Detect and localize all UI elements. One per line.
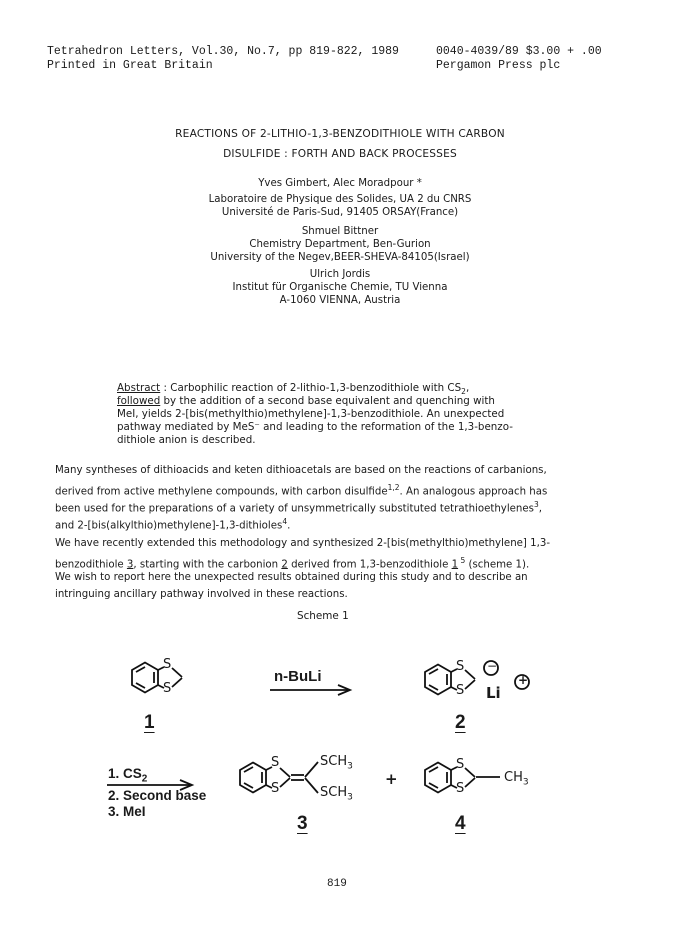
ch3-sub: 3: [522, 777, 529, 788]
journal-citation: Tetrahedron Letters, Vol.30, No.7, pp 819-822, 1989: [47, 45, 399, 58]
compound-number-2: 2: [455, 712, 466, 733]
scheme-label: Scheme 1: [297, 610, 349, 622]
compound-ref-1: 1: [451, 559, 459, 571]
atom-s: S: [456, 683, 465, 698]
sch3-top-sub: 3: [347, 761, 353, 772]
author-3: Ulrich Jordis: [309, 269, 371, 280]
abstract-line-3: MeI, yields 2-[bis(methylthio)methylene]-1,3-benzodithiole. An unexpected: [117, 408, 505, 420]
affiliation-1-line-1: Laboratoire de Physique des Solides, UA 2 du CNRS: [208, 194, 472, 205]
atom-s: S: [271, 755, 280, 770]
p2-l2-b: , starting with the carbonion: [133, 559, 282, 571]
ref-4: 4: [282, 517, 288, 526]
atom-s: S: [456, 757, 465, 772]
compound-number-3: 3: [297, 813, 308, 834]
sch3-top: [320, 754, 353, 772]
step-3: 3. MeI: [108, 804, 146, 819]
compound-ref-2: 2: [281, 559, 288, 571]
abstract-line-5: dithiole anion is described.: [117, 434, 256, 446]
step-1-text: 1. CS: [108, 766, 142, 781]
step-1-sub: 2: [141, 773, 148, 785]
abstract-line-2: [117, 395, 495, 408]
plus-charge: +: [518, 673, 529, 687]
ref-3: 3: [533, 500, 539, 509]
body-p1-line-1: Many syntheses of dithioacids and keten dithioacetals are based on the reactions of carbanions,: [55, 465, 547, 476]
printed-in: Printed in Great Britain: [47, 59, 213, 72]
p1-l2-text: derived from active methylene compounds, with carbon disulfide: [55, 486, 388, 498]
atom-li: Li: [486, 684, 501, 702]
compound-number-4: 4: [455, 813, 466, 834]
affiliation-3-line-2: A-1060 VIENNA, Austria: [279, 295, 401, 306]
ref-1-2: 1,2: [387, 483, 400, 492]
author-2: Shmuel Bittner: [301, 226, 379, 237]
abstract-line-4: pathway mediated by MeS⁻ and leading to the reformation of the 1,3-benzo-: [117, 421, 513, 433]
p2-l2-a: benzodithiole: [55, 559, 127, 571]
reagent-nbuli: n-BuLi: [274, 668, 322, 685]
body-p1-line-4: [55, 513, 290, 535]
body-p2-line-4: intringuing ancillary pathway involved in these reactions.: [55, 589, 348, 600]
atom-s: S: [456, 781, 465, 796]
reaction-scheme: [0, 640, 680, 860]
author-1: Yves Gimbert, Alec Moradpour *: [258, 178, 422, 189]
abstract-text-2: by the addition of a second base equivalent and quenching with: [160, 395, 495, 407]
compound-number-1: 1: [144, 712, 155, 733]
title-line-1: REACTIONS OF 2-LITHIO-1,3-BENZODITHIOLE WITH CARBON: [175, 128, 505, 140]
atom-s: S: [163, 681, 172, 696]
body-p2-line-1: We have recently extended this methodology and synthesized 2-[bis(methylthio)methylene] 1,3-: [55, 538, 551, 549]
ch3-group: [504, 770, 529, 788]
compound-2-structure: [425, 661, 529, 695]
p1-l3-end: ,: [538, 503, 542, 515]
step-1: [108, 766, 147, 785]
compound-1-structure: [132, 663, 182, 693]
plus-sign: +: [385, 770, 398, 788]
p1-l3-text: been used for the preparations of a variety of unsymmetrically substituted tetrathioethylenes: [55, 503, 534, 515]
page-number: 819: [327, 878, 347, 890]
atom-s: S: [271, 781, 280, 796]
sch3-bottom-text: SCH: [320, 785, 348, 800]
p2-l2-c: derived from 1,3-benzodithiole: [287, 559, 452, 571]
sch3-bottom-sub: 3: [347, 792, 353, 803]
p1-l2-end: . An analogous approach has: [399, 486, 548, 498]
affiliation-1-line-2: Université de Paris-Sud, 91405 ORSAY(France): [221, 207, 459, 218]
abstract-followed: followed: [117, 395, 161, 407]
ch3-text: CH: [504, 770, 523, 785]
abstract-sub: 2: [461, 387, 466, 397]
abstract-label: Abstract: [117, 382, 161, 394]
issn-price: 0040-4039/89 $3.00 + .00: [436, 45, 602, 58]
affiliation-2-line-1: Chemistry Department, Ben-Gurion: [249, 239, 431, 250]
affiliation-3-line-1: Institut für Organische Chemie, TU Vienna: [232, 282, 448, 293]
title-line-2: DISULFIDE : FORTH AND BACK PROCESSES: [223, 148, 457, 160]
p1-l4-text: and 2-[bis(alkylthio)methylene]-1,3-dithioles: [55, 520, 283, 532]
atom-s: S: [163, 657, 172, 672]
p1-l4-end: .: [287, 520, 291, 532]
p2-l2-d: (scheme 1).: [465, 559, 530, 571]
atom-s: S: [456, 659, 465, 674]
sch3-bottom: [320, 785, 353, 803]
minus-sign: −: [487, 659, 498, 673]
publisher: Pergamon Press plc: [436, 59, 561, 72]
body-p2-line-3: We wish to report here the unexpected results obtained during this study and to describe an: [55, 572, 528, 583]
compound-ref-3: 3: [126, 559, 134, 571]
ref-5: 5: [458, 556, 466, 565]
abstract-text-1: : Carbophilic reaction of 2-lithio-1,3-benzodithiole with CS: [160, 382, 462, 394]
abstract-comma: ,: [465, 382, 470, 394]
step-2: 2. Second base: [108, 788, 207, 803]
affiliation-2-line-2: University of the Negev,BEER-SHEVA-84105(Israel): [210, 252, 470, 263]
sch3-top-text: SCH: [320, 754, 348, 769]
